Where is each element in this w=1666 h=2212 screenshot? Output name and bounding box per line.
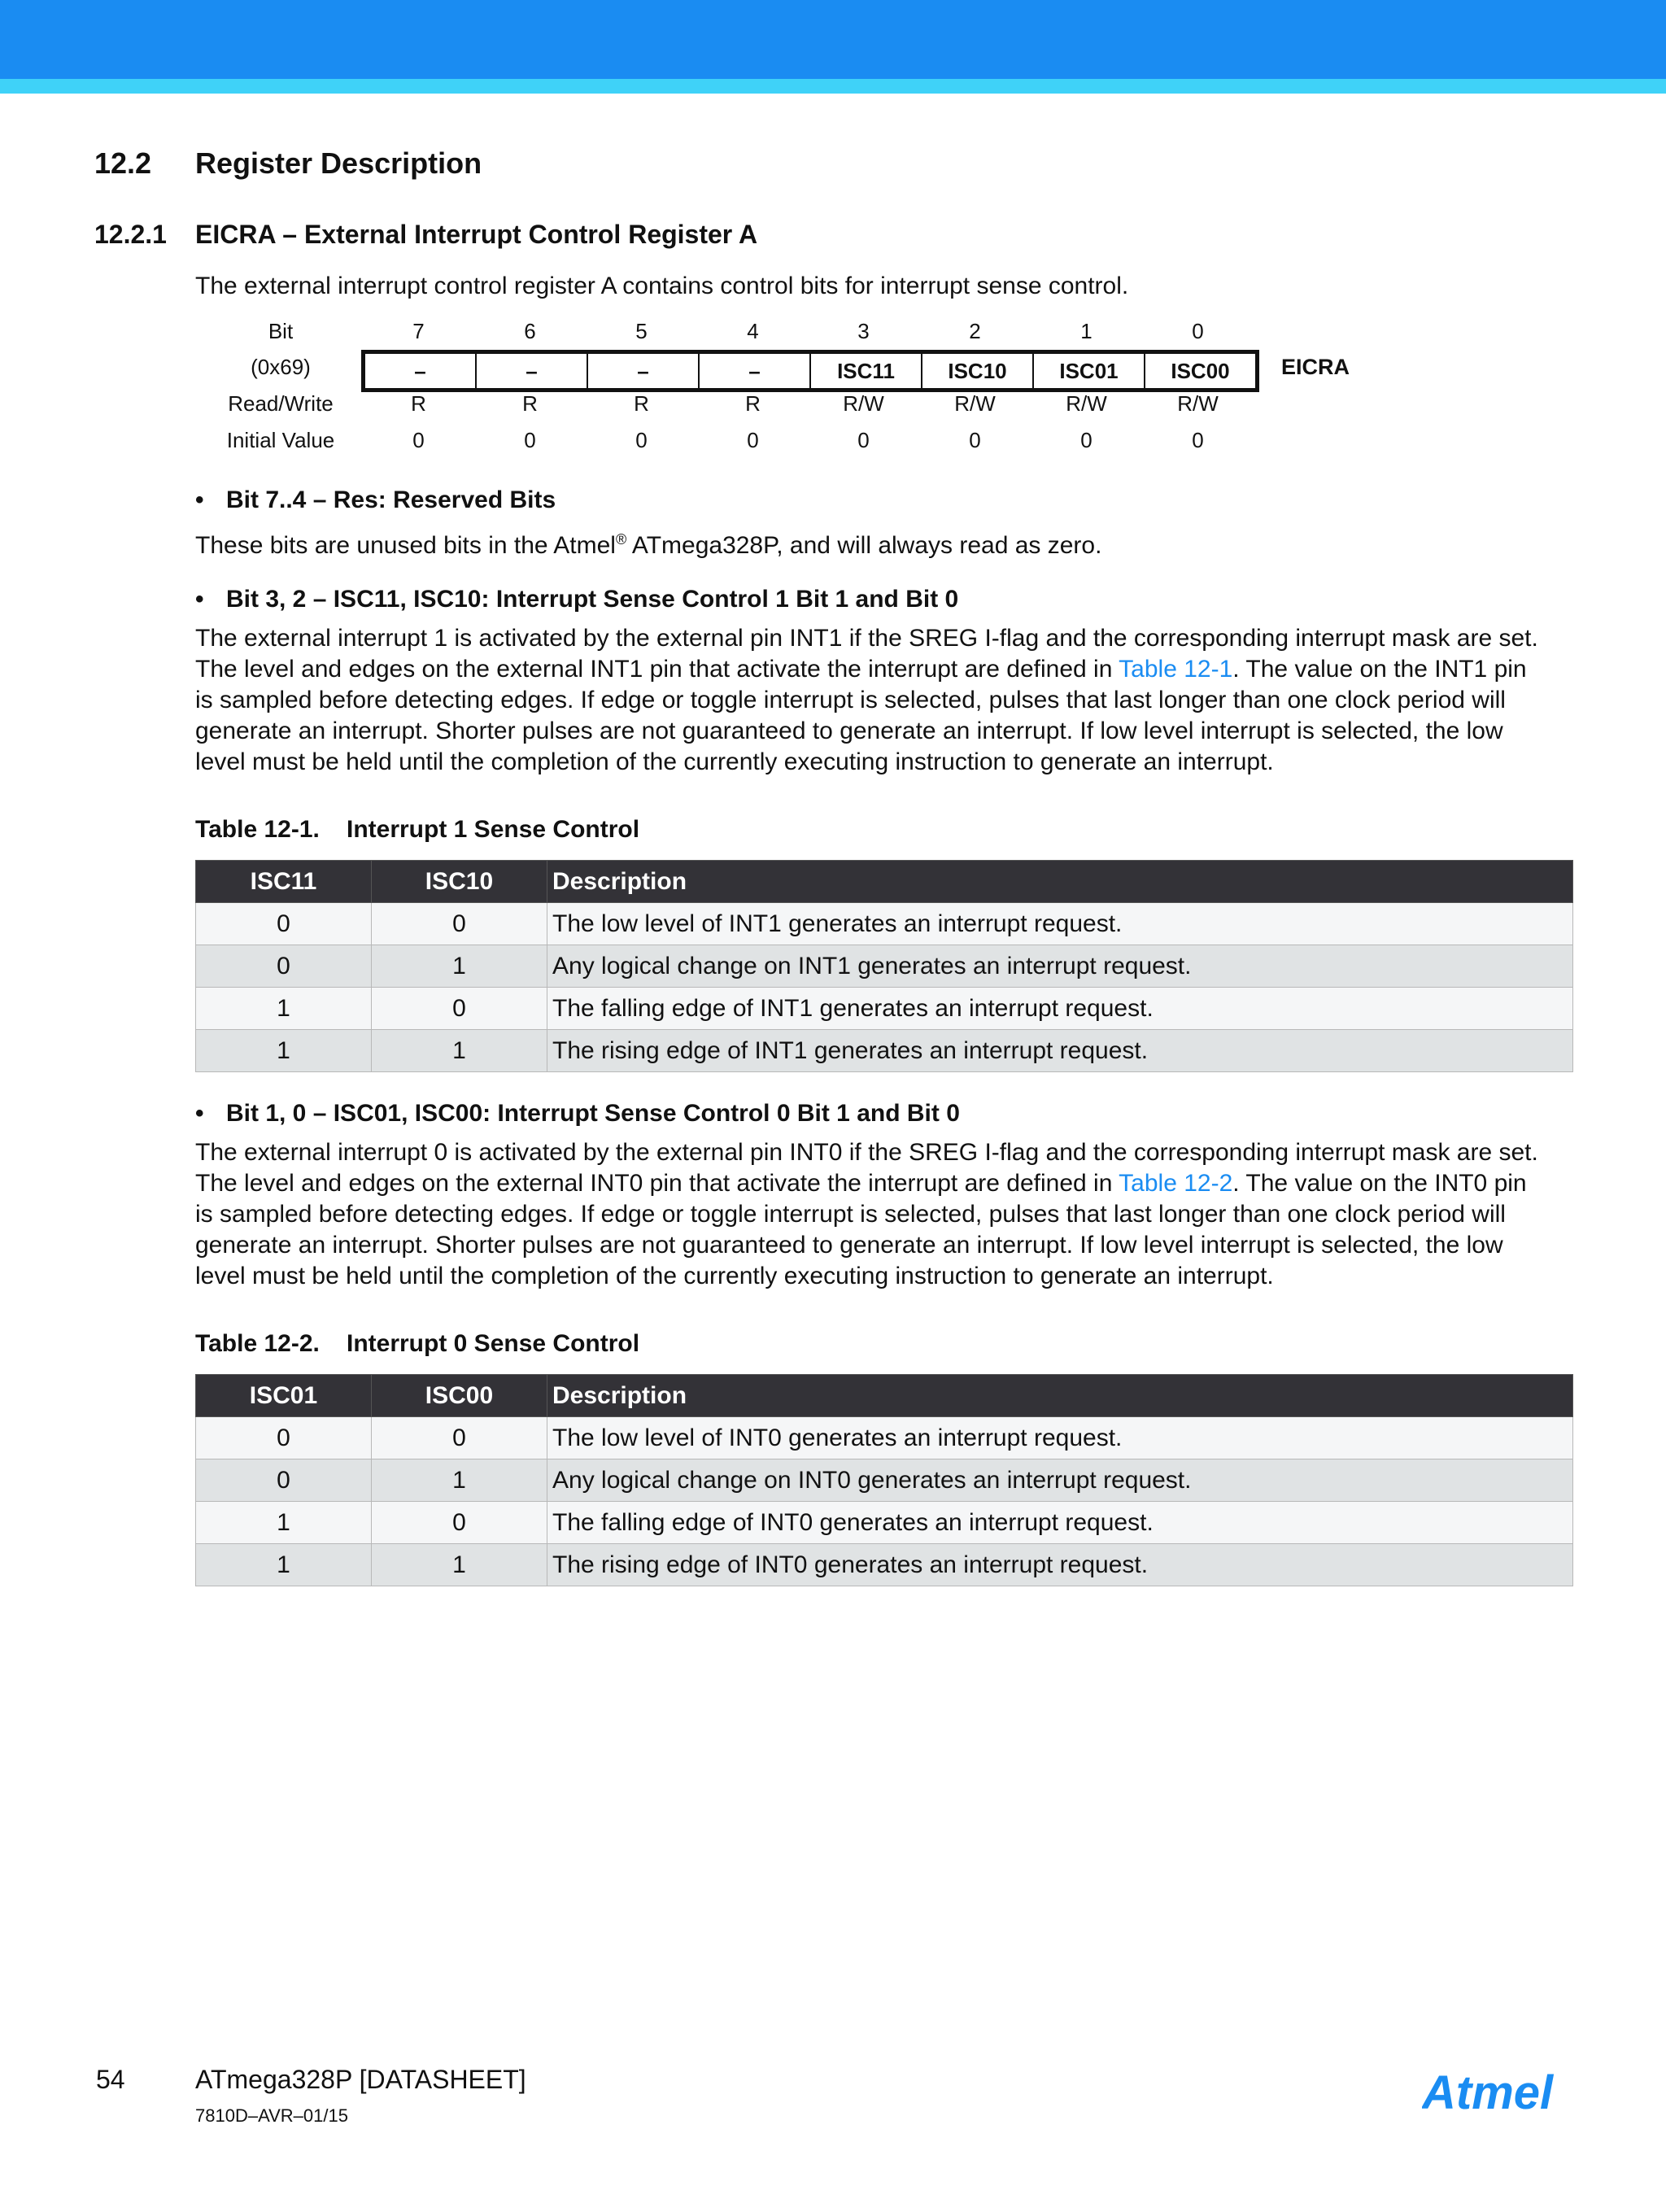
bit32-paragraph: The external interrupt 1 is activated by the external pin INT1 if the SREG I-flag and the corresponding interrupt mask are set. The level and edges on the external INT1 pin that activate the interrupt are defined in Table 12-1. The value on the INT1 pin is sampled before detecting edges. If edge or toggle interrupt is selected, pulses that last longer than one clock period will generate an interrupt. Shorter pulses are not guaranteed to generate an interrupt. If low level interrupt is selected, the low level must be held until the completion of the currently executing instruction to generate an interrupt. — [195, 625, 1538, 775]
register-field: – — [365, 354, 477, 388]
column-header: ISC00 — [372, 1375, 547, 1417]
table-12-1-link[interactable]: Table 12-1 — [1119, 656, 1233, 683]
bit-number: 3 — [857, 319, 870, 343]
table-row: 0 0 The low level of INT1 generates an interrupt request. — [196, 903, 1573, 945]
column-header: Description — [547, 1375, 1573, 1417]
bit10-paragraph: The external interrupt 0 is activated by the external pin INT0 if the SREG I-flag and the corresponding interrupt mask are set. The level and edges on the external INT0 pin that activate the interrupt are defined in Table 12-2. The value on the INT0 pin is sampled before detecting edges. If edge or toggle interrupt is selected, pulses that last longer than one clock period will generate an interrupt. Shorter pulses are not guaranteed to generate an interrupt. If low level interrupt is selected, the low level must be held until the completion of the currently executing instruction to generate an interrupt. — [195, 1139, 1538, 1289]
column-header: ISC01 — [196, 1375, 372, 1417]
register-field: – — [588, 354, 700, 388]
atmel-logo-icon — [1422, 2066, 1573, 2118]
access-mode: R — [411, 391, 426, 416]
register-field: – — [477, 354, 588, 388]
initial-value: 0 — [747, 428, 759, 452]
initial-value: 0 — [1192, 428, 1204, 452]
table-row: 1 1 The rising edge of INT0 generates an interrupt request. — [196, 1544, 1573, 1586]
access-mode: R — [522, 391, 538, 416]
section-number: 12.2 — [94, 146, 152, 180]
table2 — [195, 1374, 1573, 1586]
document-title: ATmega328P [DATASHEET] — [195, 2065, 526, 2094]
bit-number: 6 — [524, 319, 536, 343]
register-field: ISC01 — [1034, 354, 1145, 388]
bit-number: 2 — [969, 319, 981, 343]
register-field-box — [361, 350, 1259, 392]
subsection-title: EICRA – External Interrupt Control Register A — [195, 220, 758, 249]
bullet-icon: • — [195, 586, 204, 613]
access-mode: R — [745, 391, 761, 416]
row-label-initial-value: Initial Value — [226, 428, 335, 452]
register-field: ISC00 — [1171, 359, 1230, 383]
column-header: ISC10 — [372, 861, 547, 903]
table-row: 1 1 The rising edge of INT1 generates an interrupt request. — [196, 1030, 1573, 1072]
bit-number: 4 — [747, 319, 759, 343]
register-field: ISC11 — [811, 354, 922, 388]
logo-text: Atmel — [1422, 2066, 1554, 2118]
access-mode: R/W — [1177, 391, 1219, 416]
bullet-icon: • — [195, 486, 204, 513]
table-row: 1 0 The falling edge of INT0 generates an interrupt request. — [196, 1502, 1573, 1544]
header-strip — [0, 79, 1666, 94]
register-name: EICRA — [1281, 355, 1350, 379]
initial-value: 0 — [969, 428, 981, 452]
table-header-row — [196, 861, 1573, 903]
register-field: – — [700, 354, 811, 388]
header-bar — [0, 0, 1666, 79]
bullet-icon: • — [195, 1100, 204, 1127]
table-row: 0 0 The low level of INT0 generates an interrupt request. — [196, 1417, 1573, 1459]
row-label-bit: Bit — [268, 319, 294, 343]
bit-number: 0 — [1192, 319, 1204, 343]
intro-paragraph: The external interrupt control register A contains control bits for interrupt sense control. — [195, 273, 1129, 299]
register-diagram — [195, 312, 1383, 459]
column-header: Description — [547, 861, 1573, 903]
bit-number: 1 — [1080, 319, 1092, 343]
page-number: 54 — [96, 2065, 125, 2094]
access-mode: R/W — [1066, 391, 1107, 416]
access-mode: R — [634, 391, 649, 416]
initial-value: 0 — [412, 428, 425, 452]
document-code: 7810D–AVR–01/15 — [195, 2105, 348, 2126]
column-header: ISC11 — [196, 861, 372, 903]
bit74-text: These bits are unused bits in the Atmel® ATmega328P, and will always read as zero. — [195, 531, 1102, 559]
initial-value: 0 — [524, 428, 536, 452]
initial-value: 0 — [635, 428, 648, 452]
table-row: 1 0 The falling edge of INT1 generates an interrupt request. — [196, 988, 1573, 1030]
access-mode: R/W — [843, 391, 884, 416]
section-title: Register Description — [195, 146, 482, 180]
subsection-number: 12.2.1 — [94, 220, 167, 249]
table1 — [195, 860, 1573, 1072]
table-header-row — [196, 1375, 1573, 1417]
access-mode: R/W — [954, 391, 996, 416]
initial-value: 0 — [1080, 428, 1092, 452]
bit-number: 7 — [412, 319, 425, 343]
table-12-2-link[interactable]: Table 12-2 — [1119, 1170, 1233, 1197]
initial-value: 0 — [857, 428, 870, 452]
bit-number: 5 — [635, 319, 648, 343]
row-label-address: (0x69) — [251, 355, 311, 379]
table-row: 0 1 Any logical change on INT0 generates an interrupt request. — [196, 1459, 1573, 1502]
table-row: 0 1 Any logical change on INT1 generates an interrupt request. — [196, 945, 1573, 988]
row-label-read-write: Read/Write — [228, 391, 334, 416]
register-field: ISC10 — [922, 354, 1034, 388]
